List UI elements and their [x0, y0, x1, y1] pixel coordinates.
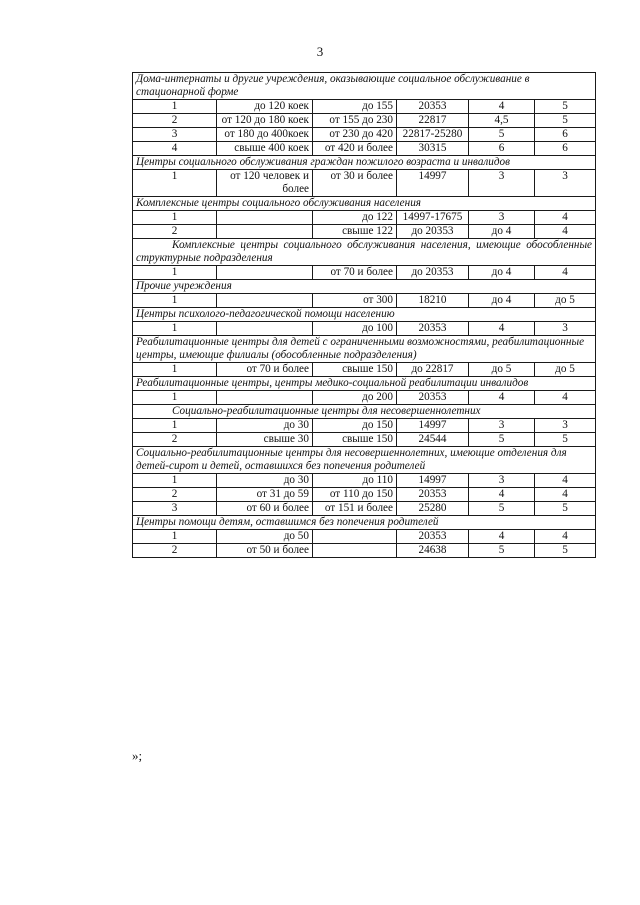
- table-row: [133, 530, 596, 544]
- cell-served-count: от 151 и более: [313, 502, 397, 516]
- cell-served-count: от 155 до 230: [313, 114, 397, 128]
- cell-salary-range: 24544: [397, 433, 469, 447]
- cell-salary-range: 22817: [397, 114, 469, 128]
- section-header-row: [133, 405, 596, 419]
- section-title: Комплексные центры социального обслуживания населения, имеющие обособленные структурные подразделения: [133, 239, 596, 266]
- cell-row-number: 1: [133, 322, 217, 336]
- section-header-row: [133, 377, 596, 391]
- cell-row-number: 2: [133, 488, 217, 502]
- cell-coefficient-a: 4,5: [469, 114, 535, 128]
- cell-row-number: 2: [133, 225, 217, 239]
- cell-coefficient-a: 4: [469, 322, 535, 336]
- cell-row-number: 1: [133, 266, 217, 280]
- cell-salary-range: 18210: [397, 294, 469, 308]
- cell-coefficient-a: до 4: [469, 266, 535, 280]
- section-title: Центры психолого-педагогической помощи населению: [133, 308, 596, 322]
- cell-coefficient-a: 5: [469, 544, 535, 558]
- section-header-row: [133, 280, 596, 294]
- section-header-row: [133, 447, 596, 474]
- section-title: Социально-реабилитационные центры для несовершеннолетних: [133, 405, 596, 419]
- table-row: [133, 225, 596, 239]
- cell-capacity: [217, 211, 313, 225]
- section-header-row: [133, 336, 596, 363]
- cell-row-number: 1: [133, 419, 217, 433]
- cell-salary-range: 14997: [397, 170, 469, 197]
- cell-served-count: [313, 544, 397, 558]
- cell-coefficient-b: 4: [535, 266, 596, 280]
- section-header-row: [133, 73, 596, 100]
- cell-served-count: свыше 150: [313, 363, 397, 377]
- cell-capacity: до 120 коек: [217, 100, 313, 114]
- cell-coefficient-b: 4: [535, 474, 596, 488]
- cell-capacity: от 180 до 400коек: [217, 128, 313, 142]
- cell-coefficient-b: 6: [535, 128, 596, 142]
- cell-capacity: [217, 294, 313, 308]
- cell-capacity: от 70 и более: [217, 363, 313, 377]
- cell-capacity: [217, 322, 313, 336]
- section-title: Комплексные центры социального обслуживания населения: [133, 197, 596, 211]
- cell-row-number: 1: [133, 100, 217, 114]
- cell-served-count: от 30 и более: [313, 170, 397, 197]
- table-row: [133, 211, 596, 225]
- cell-row-number: 1: [133, 294, 217, 308]
- section-title: Дома-интернаты и другие учреждения, оказывающие социальное обслуживание в стационарной форме: [133, 73, 596, 100]
- table-row: [133, 170, 596, 197]
- cell-coefficient-a: 5: [469, 502, 535, 516]
- cell-salary-range: 22817-25280: [397, 128, 469, 142]
- institutions-table: [132, 72, 596, 558]
- cell-row-number: 2: [133, 114, 217, 128]
- cell-coefficient-b: 5: [535, 100, 596, 114]
- cell-served-count: до 155: [313, 100, 397, 114]
- cell-coefficient-a: 6: [469, 142, 535, 156]
- institutions-table-body: [133, 73, 596, 558]
- cell-served-count: свыше 150: [313, 433, 397, 447]
- cell-coefficient-a: 4: [469, 488, 535, 502]
- table-row: [133, 294, 596, 308]
- cell-row-number: 1: [133, 530, 217, 544]
- table-row: [133, 322, 596, 336]
- section-title: Прочие учреждения: [133, 280, 596, 294]
- cell-salary-range: 14997: [397, 419, 469, 433]
- cell-coefficient-b: 5: [535, 114, 596, 128]
- cell-coefficient-a: до 4: [469, 225, 535, 239]
- table-row: [133, 142, 596, 156]
- cell-coefficient-b: 4: [535, 391, 596, 405]
- table-row: [133, 266, 596, 280]
- cell-coefficient-b: до 5: [535, 294, 596, 308]
- cell-row-number: 1: [133, 170, 217, 197]
- cell-coefficient-b: 4: [535, 488, 596, 502]
- cell-salary-range: 20353: [397, 488, 469, 502]
- cell-capacity: до 30: [217, 419, 313, 433]
- cell-capacity: от 60 и более: [217, 502, 313, 516]
- cell-served-count: до 150: [313, 419, 397, 433]
- cell-capacity: [217, 225, 313, 239]
- cell-served-count: до 200: [313, 391, 397, 405]
- cell-capacity: от 50 и более: [217, 544, 313, 558]
- cell-coefficient-a: до 4: [469, 294, 535, 308]
- cell-coefficient-a: 5: [469, 128, 535, 142]
- cell-coefficient-a: 4: [469, 530, 535, 544]
- cell-coefficient-b: 3: [535, 170, 596, 197]
- cell-served-count: [313, 530, 397, 544]
- cell-served-count: свыше 122: [313, 225, 397, 239]
- cell-served-count: до 100: [313, 322, 397, 336]
- cell-coefficient-b: 5: [535, 433, 596, 447]
- cell-capacity: [217, 266, 313, 280]
- cell-coefficient-a: 3: [469, 419, 535, 433]
- table-row: [133, 128, 596, 142]
- cell-coefficient-b: 6: [535, 142, 596, 156]
- cell-coefficient-a: 4: [469, 391, 535, 405]
- cell-salary-range: 20353: [397, 391, 469, 405]
- page-number: 3: [316, 44, 324, 59]
- section-header-row: [133, 516, 596, 530]
- cell-coefficient-a: 5: [469, 433, 535, 447]
- cell-row-number: 1: [133, 391, 217, 405]
- section-title: Центры помощи детям, оставшимся без попечения родителей: [133, 516, 596, 530]
- cell-served-count: от 300: [313, 294, 397, 308]
- cell-row-number: 1: [133, 211, 217, 225]
- cell-coefficient-b: до 5: [535, 363, 596, 377]
- cell-capacity: свыше 30: [217, 433, 313, 447]
- table-row: [133, 100, 596, 114]
- section-header-row: [133, 239, 596, 266]
- cell-salary-range: 20353: [397, 100, 469, 114]
- section-title: Центры социального обслуживания граждан пожилого возраста и инвалидов: [133, 156, 596, 170]
- section-title: Социально-реабилитационные центры для несовершеннолетних, имеющие отделения для детей-сирот и детей, оставшихся без попечения родителей: [133, 447, 596, 474]
- cell-coefficient-b: 3: [535, 322, 596, 336]
- table-row: [133, 419, 596, 433]
- cell-coefficient-a: 3: [469, 211, 535, 225]
- cell-coefficient-b: 5: [535, 544, 596, 558]
- section-title: Реабилитационные центры, центры медико-социальной реабилитации инвалидов: [133, 377, 596, 391]
- cell-salary-range: 20353: [397, 530, 469, 544]
- cell-served-count: от 420 и более: [313, 142, 397, 156]
- cell-coefficient-b: 4: [535, 225, 596, 239]
- cell-row-number: 1: [133, 363, 217, 377]
- cell-served-count: от 70 и более: [313, 266, 397, 280]
- cell-row-number: 2: [133, 433, 217, 447]
- cell-row-number: 3: [133, 502, 217, 516]
- cell-capacity: от 120 человек и более: [217, 170, 313, 197]
- cell-capacity: до 50: [217, 530, 313, 544]
- cell-coefficient-a: 3: [469, 474, 535, 488]
- cell-salary-range: до 20353: [397, 225, 469, 239]
- table-row: [133, 488, 596, 502]
- cell-salary-range: до 20353: [397, 266, 469, 280]
- cell-coefficient-b: 4: [535, 530, 596, 544]
- cell-salary-range: 14997: [397, 474, 469, 488]
- cell-coefficient-a: 3: [469, 170, 535, 197]
- cell-row-number: 3: [133, 128, 217, 142]
- cell-capacity: от 31 до 59: [217, 488, 313, 502]
- cell-coefficient-b: 5: [535, 502, 596, 516]
- section-header-row: [133, 308, 596, 322]
- cell-capacity: [217, 391, 313, 405]
- section-title: Реабилитационные центры для детей с ограниченными возможностями, реабилитационные центры, имеющие филиалы (обособленные подразделения): [133, 336, 596, 363]
- cell-coefficient-b: 3: [535, 419, 596, 433]
- table-row: [133, 391, 596, 405]
- cell-served-count: от 230 до 420: [313, 128, 397, 142]
- cell-salary-range: 14997-17675: [397, 211, 469, 225]
- cell-served-count: от 110 до 150: [313, 488, 397, 502]
- cell-served-count: до 122: [313, 211, 397, 225]
- section-header-row: [133, 156, 596, 170]
- cell-salary-range: 30315: [397, 142, 469, 156]
- cell-coefficient-a: 4: [469, 100, 535, 114]
- table-row: [133, 363, 596, 377]
- cell-capacity: от 120 до 180 коек: [217, 114, 313, 128]
- cell-capacity: до 30: [217, 474, 313, 488]
- cell-salary-range: 24638: [397, 544, 469, 558]
- cell-served-count: до 110: [313, 474, 397, 488]
- table-row: [133, 474, 596, 488]
- table-row: [133, 502, 596, 516]
- cell-row-number: 1: [133, 474, 217, 488]
- cell-salary-range: 20353: [397, 322, 469, 336]
- cell-coefficient-a: до 5: [469, 363, 535, 377]
- cell-row-number: 4: [133, 142, 217, 156]
- table-row: [133, 114, 596, 128]
- cell-row-number: 2: [133, 544, 217, 558]
- cell-capacity: свыше 400 коек: [217, 142, 313, 156]
- cell-salary-range: 25280: [397, 502, 469, 516]
- section-header-row: [133, 197, 596, 211]
- closing-quote-mark: »;: [132, 748, 143, 763]
- table-row: [133, 433, 596, 447]
- table-row: [133, 544, 596, 558]
- cell-coefficient-b: 4: [535, 211, 596, 225]
- cell-salary-range: до 22817: [397, 363, 469, 377]
